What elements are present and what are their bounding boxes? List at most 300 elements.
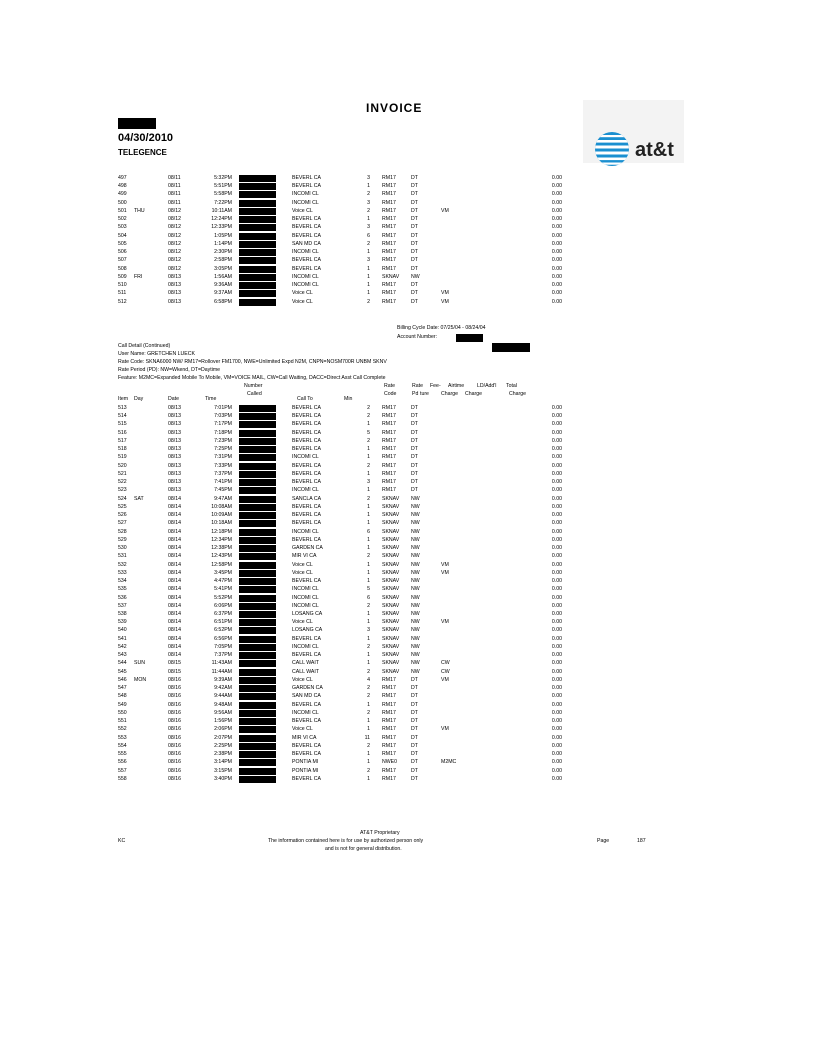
call-time: 1:56PM xyxy=(214,718,232,725)
call-minutes: 3 xyxy=(367,627,370,634)
item-number: 520 xyxy=(118,462,127,469)
call-time: 10:18AM xyxy=(211,520,232,527)
total-charge: 0.00 xyxy=(551,290,562,297)
call-destination: GARDEN CA xyxy=(292,685,323,692)
redacted-number xyxy=(239,652,276,659)
call-date: 08/16 xyxy=(168,693,181,700)
call-minutes: 1 xyxy=(367,454,370,461)
redacted-number xyxy=(239,726,276,733)
call-time: 3:40PM xyxy=(214,775,232,782)
call-minutes: 2 xyxy=(367,413,370,420)
item-number: 542 xyxy=(118,643,127,650)
rate-period: DT xyxy=(411,282,418,289)
call-destination: Voice CL xyxy=(292,726,313,733)
call-time: 9:39AM xyxy=(214,676,232,683)
call-destination: BEVERL CA xyxy=(292,429,321,436)
rate-period: DT xyxy=(411,437,418,444)
redacted-number xyxy=(239,619,276,626)
call-date: 08/12 xyxy=(168,224,181,231)
rate-period: NW xyxy=(411,611,420,617)
item-number: 515 xyxy=(118,421,127,428)
call-minutes: 1 xyxy=(367,751,370,758)
call-date: 08/16 xyxy=(168,718,181,725)
rate-code: SKNAV xyxy=(382,512,400,519)
call-date: 08/14 xyxy=(168,586,181,593)
call-date: 08/13 xyxy=(168,290,181,297)
call-time: 11:44AM xyxy=(211,668,232,675)
feature-code: VM xyxy=(441,290,449,297)
redacted-number xyxy=(239,274,276,281)
redacted-number xyxy=(239,627,276,634)
rate-code: RM17 xyxy=(382,191,396,198)
footer-code: KC xyxy=(118,838,126,844)
item-number: 498 xyxy=(118,183,127,190)
call-time: 12:18PM xyxy=(211,528,232,535)
rate-code: RM17 xyxy=(382,282,396,289)
col-callto: Call To xyxy=(297,396,313,402)
rate-code: SKNAV xyxy=(382,528,400,535)
call-minutes: 3 xyxy=(367,224,370,231)
call-destination: Voice CL xyxy=(292,207,313,214)
total-charge: 0.00 xyxy=(551,701,562,708)
call-minutes: 1 xyxy=(367,718,370,725)
col-rate2: Rate xyxy=(412,383,423,389)
call-destination: BEVERL CA xyxy=(292,175,321,181)
call-destination: INCOMI CL xyxy=(292,594,319,601)
item-number: 512 xyxy=(118,298,127,305)
item-number: 525 xyxy=(118,503,127,510)
rate-code: RM17 xyxy=(382,232,396,239)
rate-period: DT xyxy=(411,232,418,239)
rate-period: NW xyxy=(411,495,420,502)
item-number: 541 xyxy=(118,635,127,642)
rate-code: SKNAV xyxy=(382,586,400,593)
call-minutes: 6 xyxy=(367,528,370,535)
call-minutes: 2 xyxy=(367,298,370,305)
rate-code: RM17 xyxy=(382,429,396,436)
call-date: 08/14 xyxy=(168,611,181,617)
item-number: 554 xyxy=(118,742,127,749)
table-row xyxy=(0,298,816,307)
rate-period: DT xyxy=(411,479,418,486)
call-time: 2:30PM xyxy=(214,249,232,256)
rate-period: NW xyxy=(411,536,420,543)
total-charge: 0.00 xyxy=(551,273,562,280)
call-date: 08/14 xyxy=(168,553,181,560)
rate-code: SKNAV xyxy=(382,553,400,560)
page-label: Page xyxy=(597,838,610,844)
rate-code: SKNAV xyxy=(382,652,400,659)
call-minutes: 2 xyxy=(367,437,370,444)
call-time: 9:37AM xyxy=(214,290,232,297)
call-date: 08/14 xyxy=(168,545,181,552)
redacted-number xyxy=(239,636,276,643)
rate-code: SKNAV xyxy=(382,635,400,642)
call-time: 10:08AM xyxy=(211,503,232,510)
call-date: 08/13 xyxy=(168,462,181,469)
redacted-number xyxy=(239,471,276,478)
call-date: 08/11 xyxy=(168,191,181,198)
rate-period: DT xyxy=(411,207,418,214)
col-total-charge: Charge xyxy=(509,391,527,397)
item-number: 513 xyxy=(118,405,127,411)
rate-period: DT xyxy=(411,175,418,181)
call-time: 5:41PM xyxy=(214,586,232,593)
redacted-number xyxy=(239,685,276,692)
rate-period: NW xyxy=(411,668,420,675)
rate-code: RM17 xyxy=(382,183,396,190)
rate-code: SKNAV xyxy=(382,660,400,667)
total-charge: 0.00 xyxy=(551,257,562,264)
rate-period: DT xyxy=(411,767,418,774)
item-number: 518 xyxy=(118,446,127,453)
total-charge: 0.00 xyxy=(551,470,562,477)
redacted-number xyxy=(239,759,276,766)
call-time: 7:05PM xyxy=(214,643,232,650)
redacted-number xyxy=(239,718,276,725)
day-of-week: SAT xyxy=(134,495,144,502)
redacted-number xyxy=(239,570,276,577)
rate-code: RM17 xyxy=(382,413,396,420)
rate-code: RM17 xyxy=(382,298,396,305)
call-date: 08/13 xyxy=(168,421,181,428)
item-number: 505 xyxy=(118,240,127,247)
redacted-number xyxy=(239,735,276,742)
feature-legend: Feature: M2MC=Expanded Mobile To Mobile, VM=VOICE MAIL, CW=Call Waiting, DACC=Direct Asst Call Complete xyxy=(118,375,386,381)
col-fee: Fee- xyxy=(430,383,441,389)
redacted-number xyxy=(239,529,276,536)
redacted-number xyxy=(239,266,276,273)
call-time: 5:58PM xyxy=(214,191,232,198)
rate-period: NW xyxy=(411,561,420,568)
call-destination: INCOMI CL xyxy=(292,643,319,650)
call-destination: INCOMI CL xyxy=(292,586,319,593)
rate-code: RM17 xyxy=(382,726,396,733)
call-destination: Voice CL xyxy=(292,298,313,305)
col-item: Item xyxy=(118,396,129,402)
total-charge: 0.00 xyxy=(551,265,562,272)
rate-period: NW xyxy=(411,643,420,650)
call-date: 08/14 xyxy=(168,536,181,543)
total-charge: 0.00 xyxy=(551,742,562,749)
redacted-number xyxy=(239,487,276,494)
call-destination: BEVERL CA xyxy=(292,224,321,231)
svg-text:at&t: at&t xyxy=(634,139,674,161)
call-time: 9:36AM xyxy=(214,282,232,289)
call-date: 08/16 xyxy=(168,676,181,683)
call-destination: BEVERL CA xyxy=(292,652,321,659)
rate-period: DT xyxy=(411,429,418,436)
rate-code: RM17 xyxy=(382,421,396,428)
item-number: 519 xyxy=(118,454,127,461)
item-number: 557 xyxy=(118,767,127,774)
account-number-label: Account Number: xyxy=(397,334,438,340)
rate-period: DT xyxy=(411,249,418,256)
redacted-number xyxy=(239,200,276,207)
call-time: 2:25PM xyxy=(214,742,232,749)
total-charge: 0.00 xyxy=(551,479,562,486)
call-minutes: 3 xyxy=(367,175,370,181)
table-row xyxy=(0,775,816,784)
rate-period: DT xyxy=(411,462,418,469)
call-time: 11:43AM xyxy=(211,660,232,667)
rate-code: RM17 xyxy=(382,462,396,469)
call-minutes: 2 xyxy=(367,693,370,700)
redacted-number xyxy=(239,611,276,618)
day-of-week: MON xyxy=(134,676,147,683)
item-number: 537 xyxy=(118,602,127,609)
col-ture: ture xyxy=(420,391,429,397)
call-time: 7:37PM xyxy=(214,652,232,659)
call-date: 08/13 xyxy=(168,298,181,305)
redacted-number xyxy=(239,413,276,420)
call-time: 6:58PM xyxy=(214,298,232,305)
redacted-number xyxy=(239,743,276,750)
rate-period: DT xyxy=(411,742,418,749)
rate-period: NW xyxy=(411,660,420,667)
redacted-number xyxy=(239,241,276,248)
feature-code: VM xyxy=(441,569,449,576)
rate-period: NW xyxy=(411,602,420,609)
call-minutes: 11 xyxy=(364,734,370,741)
redacted-number xyxy=(239,520,276,527)
rate-period: NW xyxy=(411,512,420,519)
call-destination: CALL WAIT xyxy=(292,668,319,675)
item-number: 514 xyxy=(118,413,127,420)
call-date: 08/16 xyxy=(168,742,181,749)
day-of-week: SUN xyxy=(134,660,145,667)
call-date: 08/16 xyxy=(168,775,181,782)
total-charge: 0.00 xyxy=(551,282,562,289)
call-minutes: 1 xyxy=(367,183,370,190)
rate-code: NWE0 xyxy=(382,759,397,766)
rate-period: DT xyxy=(411,676,418,683)
call-time: 7:41PM xyxy=(214,479,232,486)
item-number: 533 xyxy=(118,569,127,576)
call-destination: LOSANG CA xyxy=(292,627,323,634)
total-charge: 0.00 xyxy=(551,405,562,411)
call-time: 1:05PM xyxy=(214,232,232,239)
call-minutes: 4 xyxy=(367,676,370,683)
redacted-number xyxy=(239,776,276,783)
rate-period: DT xyxy=(411,487,418,494)
call-minutes: 3 xyxy=(367,479,370,486)
item-number: 543 xyxy=(118,652,127,659)
redacted-number xyxy=(239,702,276,709)
item-number: 549 xyxy=(118,701,127,708)
rate-code: SKNAV xyxy=(382,602,400,609)
rate-code: RM17 xyxy=(382,734,396,741)
call-minutes: 5 xyxy=(367,429,370,436)
total-charge: 0.00 xyxy=(551,693,562,700)
call-minutes: 1 xyxy=(367,265,370,272)
confidentiality-line-1: The information contained here is for use by authorized person only xyxy=(268,838,424,844)
call-destination: BEVERL CA xyxy=(292,751,321,758)
redacted-number xyxy=(239,562,276,569)
call-minutes: 1 xyxy=(367,216,370,223)
item-number: 558 xyxy=(118,775,127,782)
call-date: 08/13 xyxy=(168,437,181,444)
call-date: 08/12 xyxy=(168,265,181,272)
call-date: 08/14 xyxy=(168,635,181,642)
call-date: 08/16 xyxy=(168,701,181,708)
user-name: User Name: GRETCHEN LUECK xyxy=(118,351,195,357)
total-charge: 0.00 xyxy=(551,569,562,576)
total-charge: 0.00 xyxy=(551,545,562,552)
redacted-number xyxy=(239,768,276,775)
call-time: 7:31PM xyxy=(214,454,232,461)
call-minutes: 1 xyxy=(367,282,370,289)
item-number: 503 xyxy=(118,224,127,231)
proprietary-label: AT&T Proprietary xyxy=(360,830,400,836)
call-destination: CALL WAIT xyxy=(292,660,319,667)
call-date: 08/14 xyxy=(168,561,181,568)
col-rate: Rate xyxy=(384,383,395,389)
redacted-block xyxy=(492,343,530,352)
rate-code: RM17 xyxy=(382,718,396,725)
call-destination: BEVERL CA xyxy=(292,462,321,469)
call-destination: INCOMI CL xyxy=(292,199,319,206)
call-date: 08/16 xyxy=(168,767,181,774)
item-number: 536 xyxy=(118,594,127,601)
call-minutes: 1 xyxy=(367,726,370,733)
total-charge: 0.00 xyxy=(551,183,562,190)
call-time: 3:14PM xyxy=(214,759,232,766)
item-number: 529 xyxy=(118,536,127,543)
call-date: 08/16 xyxy=(168,709,181,716)
total-charge: 0.00 xyxy=(551,487,562,494)
rate-code: RM17 xyxy=(382,216,396,223)
call-date: 08/14 xyxy=(168,602,181,609)
call-date: 08/11 xyxy=(168,183,181,190)
redacted-number xyxy=(239,660,276,667)
call-time: 9:47AM xyxy=(214,495,232,502)
feature-code: M2MC xyxy=(441,759,457,766)
feature-code: CW xyxy=(441,660,450,667)
item-number: 530 xyxy=(118,545,127,552)
call-destination: BEVERL CA xyxy=(292,405,321,411)
call-date: 08/13 xyxy=(168,405,181,411)
rate-period: NW xyxy=(411,627,420,634)
item-number: 544 xyxy=(118,660,127,667)
call-date: 08/14 xyxy=(168,594,181,601)
rate-period: NW xyxy=(411,578,420,585)
redacted-number xyxy=(239,438,276,445)
call-destination: INCOMI CL xyxy=(292,282,319,289)
call-time: 7:22PM xyxy=(214,199,232,206)
total-charge: 0.00 xyxy=(551,578,562,585)
call-minutes: 1 xyxy=(367,273,370,280)
item-number: 509 xyxy=(118,273,127,280)
call-time: 12:43PM xyxy=(211,553,232,560)
redacted-number xyxy=(239,224,276,231)
att-logo xyxy=(583,100,684,163)
call-destination: INCOMI CL xyxy=(292,487,319,494)
redacted-number xyxy=(239,421,276,428)
call-minutes: 1 xyxy=(367,611,370,617)
call-minutes: 2 xyxy=(367,462,370,469)
rate-code: RM17 xyxy=(382,405,396,411)
rate-code: SKNAV xyxy=(382,619,400,626)
call-minutes: 3 xyxy=(367,257,370,264)
total-charge: 0.00 xyxy=(551,536,562,543)
call-date: 08/16 xyxy=(168,759,181,766)
call-minutes: 1 xyxy=(367,487,370,494)
rate-code: SKNAV xyxy=(382,594,400,601)
call-date: 08/14 xyxy=(168,495,181,502)
item-number: 527 xyxy=(118,520,127,527)
total-charge: 0.00 xyxy=(551,734,562,741)
call-destination: GARDEN CA xyxy=(292,545,323,552)
feature-code: VM xyxy=(441,676,449,683)
call-minutes: 1 xyxy=(367,569,370,576)
redacted-number xyxy=(239,463,276,470)
item-number: 522 xyxy=(118,479,127,486)
redacted-block xyxy=(118,118,156,129)
call-minutes: 6 xyxy=(367,232,370,239)
rate-period: DT xyxy=(411,421,418,428)
call-date: 08/13 xyxy=(168,273,181,280)
total-charge: 0.00 xyxy=(551,446,562,453)
rate-period: DT xyxy=(411,405,418,411)
redacted-number xyxy=(239,191,276,198)
feature-code: VM xyxy=(441,561,449,568)
col-ld: LD/Add'l xyxy=(477,383,497,389)
rate-code: RM17 xyxy=(382,685,396,692)
call-destination: BEVERL CA xyxy=(292,479,321,486)
call-date: 08/13 xyxy=(168,454,181,461)
call-time: 7:25PM xyxy=(214,446,232,453)
rate-code: RM17 xyxy=(382,257,396,264)
col-number: Number xyxy=(244,383,263,389)
item-number: 538 xyxy=(118,611,127,617)
call-date: 08/13 xyxy=(168,487,181,494)
rate-period: NW xyxy=(411,545,420,552)
call-time: 5:51PM xyxy=(214,183,232,190)
rate-period: DT xyxy=(411,446,418,453)
call-time: 7:18PM xyxy=(214,429,232,436)
redacted-number xyxy=(239,545,276,552)
rate-period: DT xyxy=(411,751,418,758)
item-number: 546 xyxy=(118,676,127,683)
rate-code: RM17 xyxy=(382,249,396,256)
call-destination: BEVERL CA xyxy=(292,578,321,585)
total-charge: 0.00 xyxy=(551,298,562,305)
rate-period: DT xyxy=(411,191,418,198)
call-time: 1:14PM xyxy=(214,240,232,247)
call-minutes: 2 xyxy=(367,553,370,560)
rate-code: RM17 xyxy=(382,676,396,683)
call-minutes: 1 xyxy=(367,561,370,568)
call-minutes: 1 xyxy=(367,249,370,256)
rate-period: DT xyxy=(411,709,418,716)
call-destination: PONTIA MI xyxy=(292,759,319,766)
item-number: 500 xyxy=(118,199,127,206)
call-minutes: 1 xyxy=(367,635,370,642)
rate-period: DT xyxy=(411,734,418,741)
redacted-number xyxy=(239,644,276,651)
total-charge: 0.00 xyxy=(551,652,562,659)
rate-code: RM17 xyxy=(382,199,396,206)
call-date: 08/12 xyxy=(168,257,181,264)
call-destination: BEVERL CA xyxy=(292,718,321,725)
total-charge: 0.00 xyxy=(551,627,562,634)
call-time: 10:09AM xyxy=(211,512,232,519)
call-time: 6:56PM xyxy=(214,635,232,642)
call-minutes: 2 xyxy=(367,668,370,675)
call-date: 08/12 xyxy=(168,249,181,256)
call-destination: INCOMI CL xyxy=(292,528,319,535)
